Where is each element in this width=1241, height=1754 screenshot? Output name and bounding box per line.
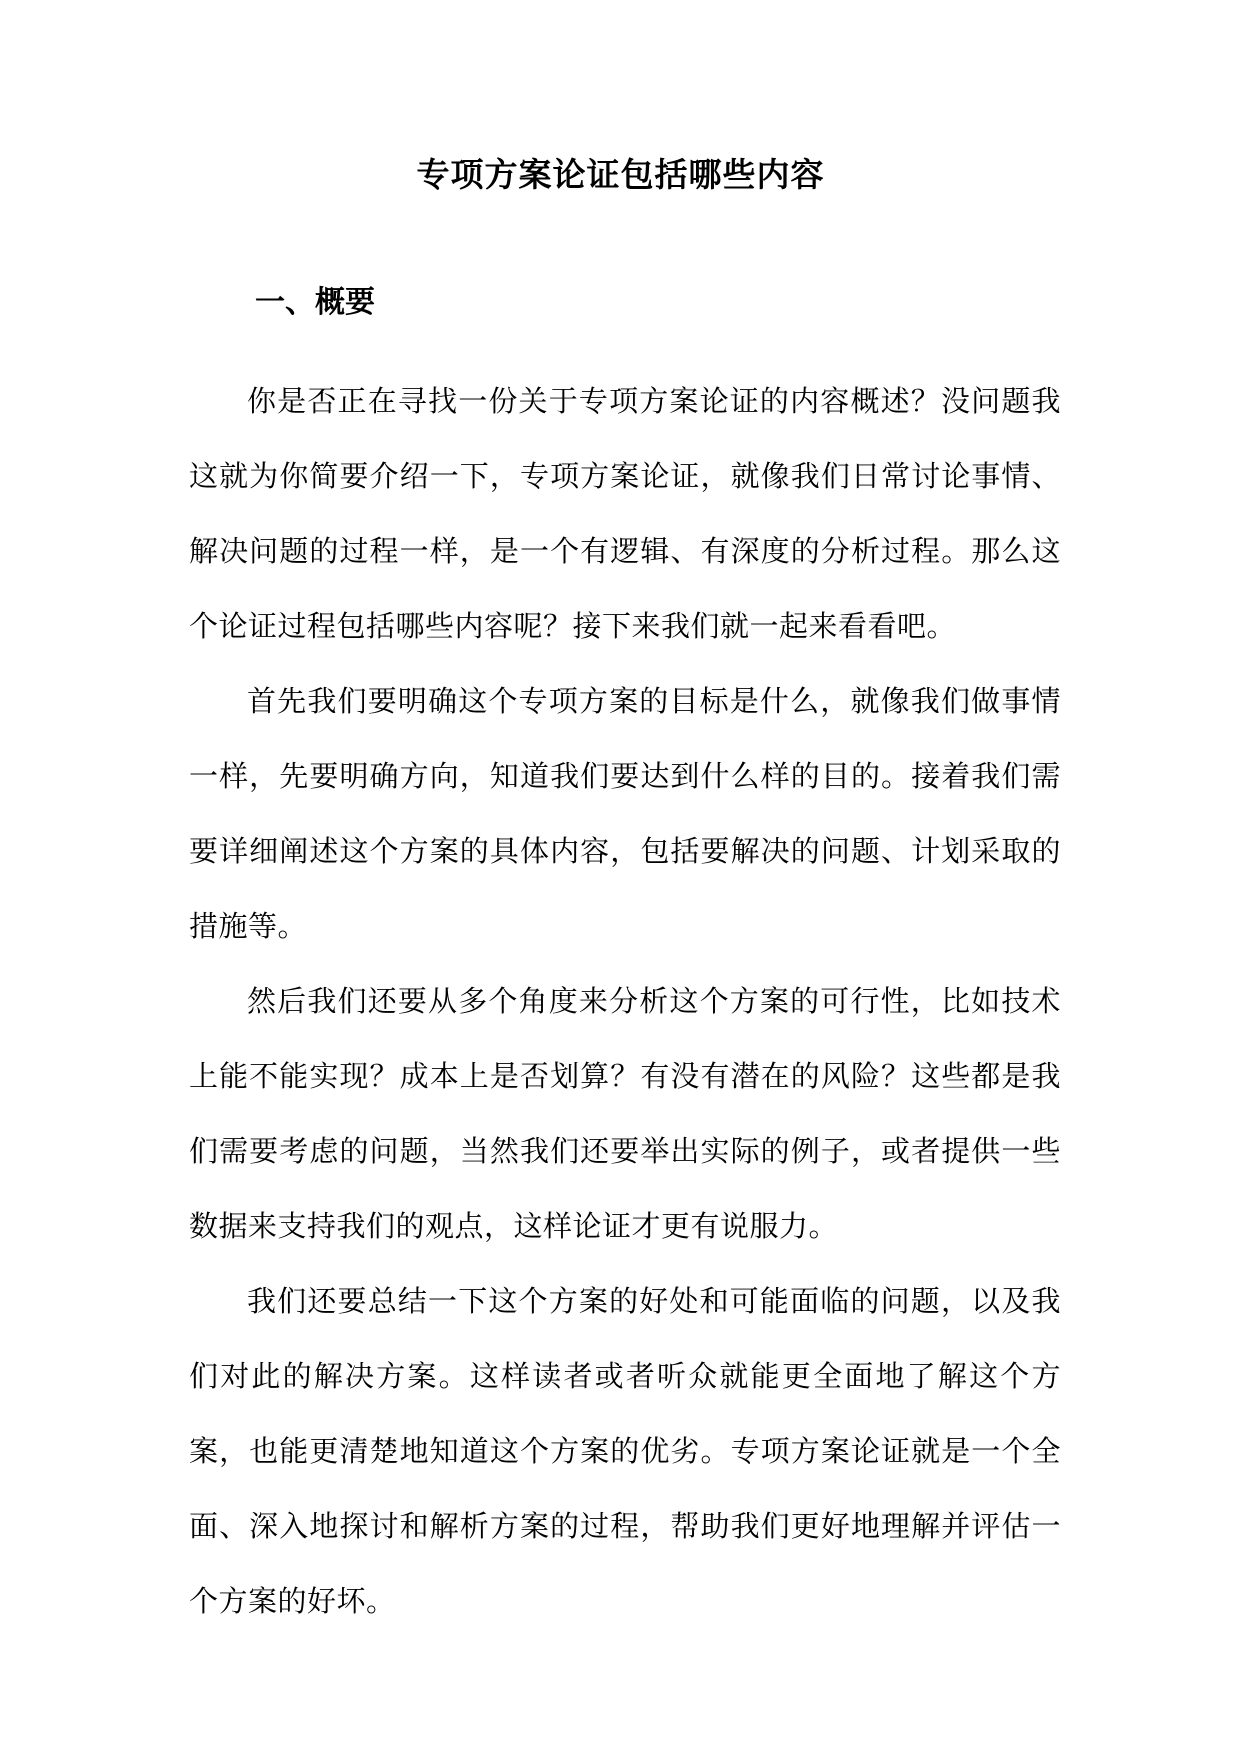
paragraph: 首先我们要明确这个专项方案的目标是什么，就像我们做事情一样，先要明确方向，知道我们要达到什么样的目的。接着我们需要详细阐述这个方案的具体内容，包括要解决的问题、计划采取的措施等。 — [189, 684, 1061, 943]
section-heading: 一、概要 — [255, 285, 375, 320]
document-title: 专项方案论证包括哪些内容 — [416, 155, 825, 194]
paragraph: 我们还要总结一下这个方案的好处和可能面临的问题，以及我们对此的解决方案。这样读者或者听众就能更全面地了解这个方案，也能更清楚地知道这个方案的优劣。专项方案论证就是一个全面、深入地探讨和解析方案的过程，帮助我们更好地理解并评估一个方案的好坏。 — [189, 1284, 1061, 1618]
paragraph: 你是否正在寻找一份关于专项方案论证的内容概述？没问题我这就为你简要介绍一下，专项方案论证，就像我们日常讨论事情、解决问题的过程一样，是一个有逻辑、有深度的分析过程。那么这个论证过程包括哪些内容呢？接下来我们就一起来看看吧。 — [189, 384, 1061, 643]
paragraph: 然后我们还要从多个角度来分析这个方案的可行性，比如技术上能不能实现？成本上是否划算？有没有潜在的风险？这些都是我们需要考虑的问题，当然我们还要举出实际的例子，或者提供一些数据来支持我们的观点，这样论证才更有说服力。 — [189, 984, 1061, 1243]
document-body — [189, 364, 1061, 1639]
